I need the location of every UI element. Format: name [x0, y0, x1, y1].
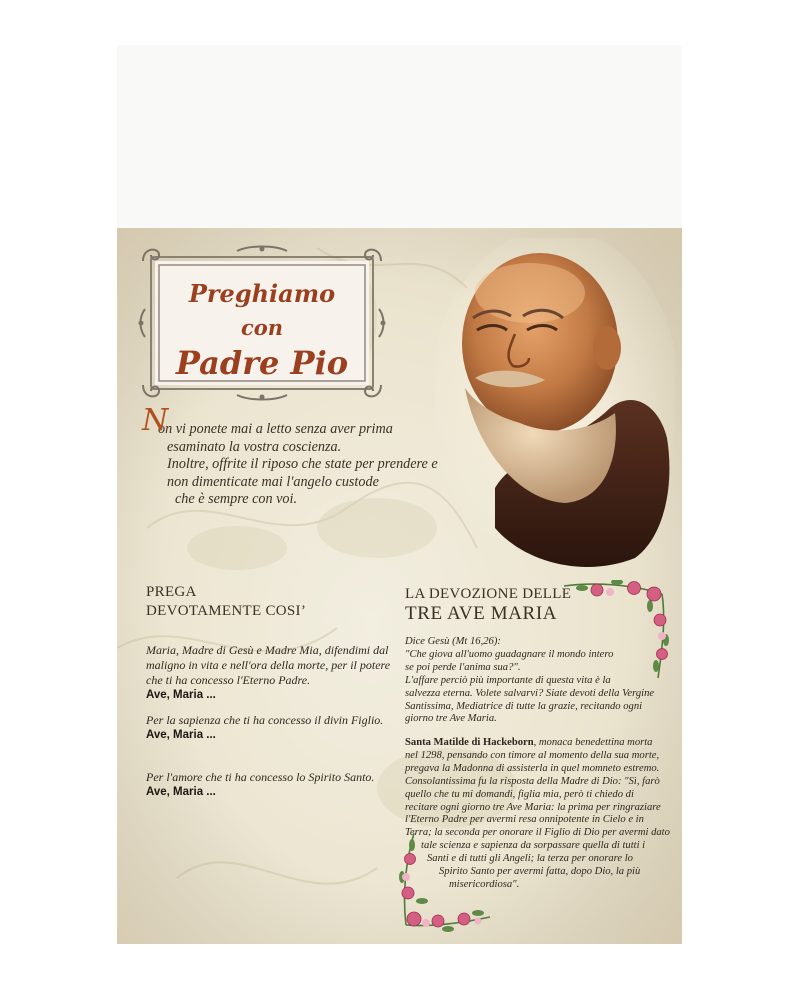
intro-quote: [142, 403, 467, 509]
title-line-2: con: [240, 315, 284, 340]
roses-bottom-icon: [392, 831, 492, 936]
blank-top-band: [117, 45, 682, 229]
padre-pio-portrait: [435, 238, 675, 568]
devotion-line: L'affare perciò più importante di questa vita è la: [405, 674, 611, 686]
prayer-response: Ave, Maria ...: [146, 786, 216, 798]
devotion-line: Consolantissima fu la risposta della Madre di Dio: "Sì, farò: [405, 775, 660, 787]
devotion-line: l'Eterno Padre per avermi resa onnipotente in Cielo e in: [405, 814, 644, 826]
intro-line: che è sempre con voi.: [175, 491, 297, 508]
intro-dropcap: N: [142, 403, 169, 438]
devotion-line: Terra; la seconda per onorare il Figlio di Dio per avermi dato: [405, 827, 670, 839]
devotion-line: giorno tre Ave Maria.: [405, 713, 497, 725]
prayer-paragraph: [146, 713, 386, 743]
prayer-line: Per la sapienza che ti ha concesso il divin Figlio.: [146, 713, 384, 727]
left-heading-line-1: PREGA: [146, 584, 197, 600]
intro-line: non dimenticate mai l'angelo custode: [167, 473, 379, 490]
prayer-paragraph: [146, 643, 391, 703]
intro-line: esaminato la vostra coscienza.: [167, 438, 342, 455]
title-frame: [137, 243, 387, 403]
devotion-line: quello che tu mi domandi, figlia mia, però ti chiedo di: [405, 788, 634, 800]
devotion-line: Santi e di tutti gli Angeli; la terza per onorare lo: [427, 853, 633, 865]
devotion-line: pregava la Madonna di assisterla in quel momneto estremo.: [405, 762, 660, 774]
right-heading-line-1: LA DEVOZIONE DELLE: [405, 586, 572, 602]
devotion-line: Santissima, Mediatrice di tutte la grazie, recitando ogni: [405, 700, 643, 712]
devotion-line: recitare ogni giorno tre Ave Maria: la prima per ringraziare: [405, 801, 661, 813]
saint-name: Santa Matilde di Hackeborn: [405, 737, 534, 748]
prayer-response: Ave, Maria ...: [146, 729, 216, 741]
right-heading-line-2: TRE AVE MARIA: [405, 603, 558, 624]
prayer-line: che ti ha concesso l'Eterno Padre.: [146, 673, 311, 687]
devotion-line: Spirito Santo per avermi fatta, dopo Dio, la più: [439, 866, 641, 878]
devotion-line: misericordiosa".: [449, 878, 520, 890]
prayer-response: Ave, Maria ...: [146, 689, 216, 701]
devotion-line: Dice Gesù (Mt 16,26):: [405, 636, 501, 647]
devotion-line: nel 1298, pensando con timore al momento della sua morte,: [405, 749, 660, 761]
title-line-1: Preghiamo: [188, 279, 336, 308]
devotion-line: se poi perde l'anima sua?".: [405, 661, 521, 673]
title-line-3: Padre Pio: [175, 344, 349, 382]
right-heading: [405, 586, 571, 625]
left-heading: [146, 583, 306, 621]
devotion-line: [405, 737, 675, 750]
devotion-line: salvezza eterna. Volete salvarvi? Siate devoti della Vergine: [405, 687, 655, 699]
devotion-intro: [405, 636, 675, 726]
devotion-line: "Che giova all'uomo guadagnare il mondo intero: [405, 648, 614, 660]
devotion-line: tale scienza e sapienza da sorpassare quella di tutti i: [421, 840, 646, 852]
prayer-paragraph: [146, 770, 386, 800]
prayer-line: maligno in vita e nell'ora della morte, per il potere: [146, 658, 391, 672]
intro-line: Inoltre, offrite il riposo che state per prendere e: [167, 456, 438, 473]
prayer-card: [117, 228, 682, 944]
prayer-line: Maria, Madre di Gesù e Madre Mia, difendimi dal: [146, 643, 389, 657]
left-heading-line-2: DEVOTAMENTE COSI’: [146, 603, 307, 619]
intro-line: on vi ponete mai a letto senza aver prima: [158, 421, 393, 437]
devotion-line-rest: , monaca benedettina morta: [533, 737, 653, 748]
prayer-line: Per l'amore che ti ha concesso lo Spirito Santo.: [146, 770, 375, 784]
